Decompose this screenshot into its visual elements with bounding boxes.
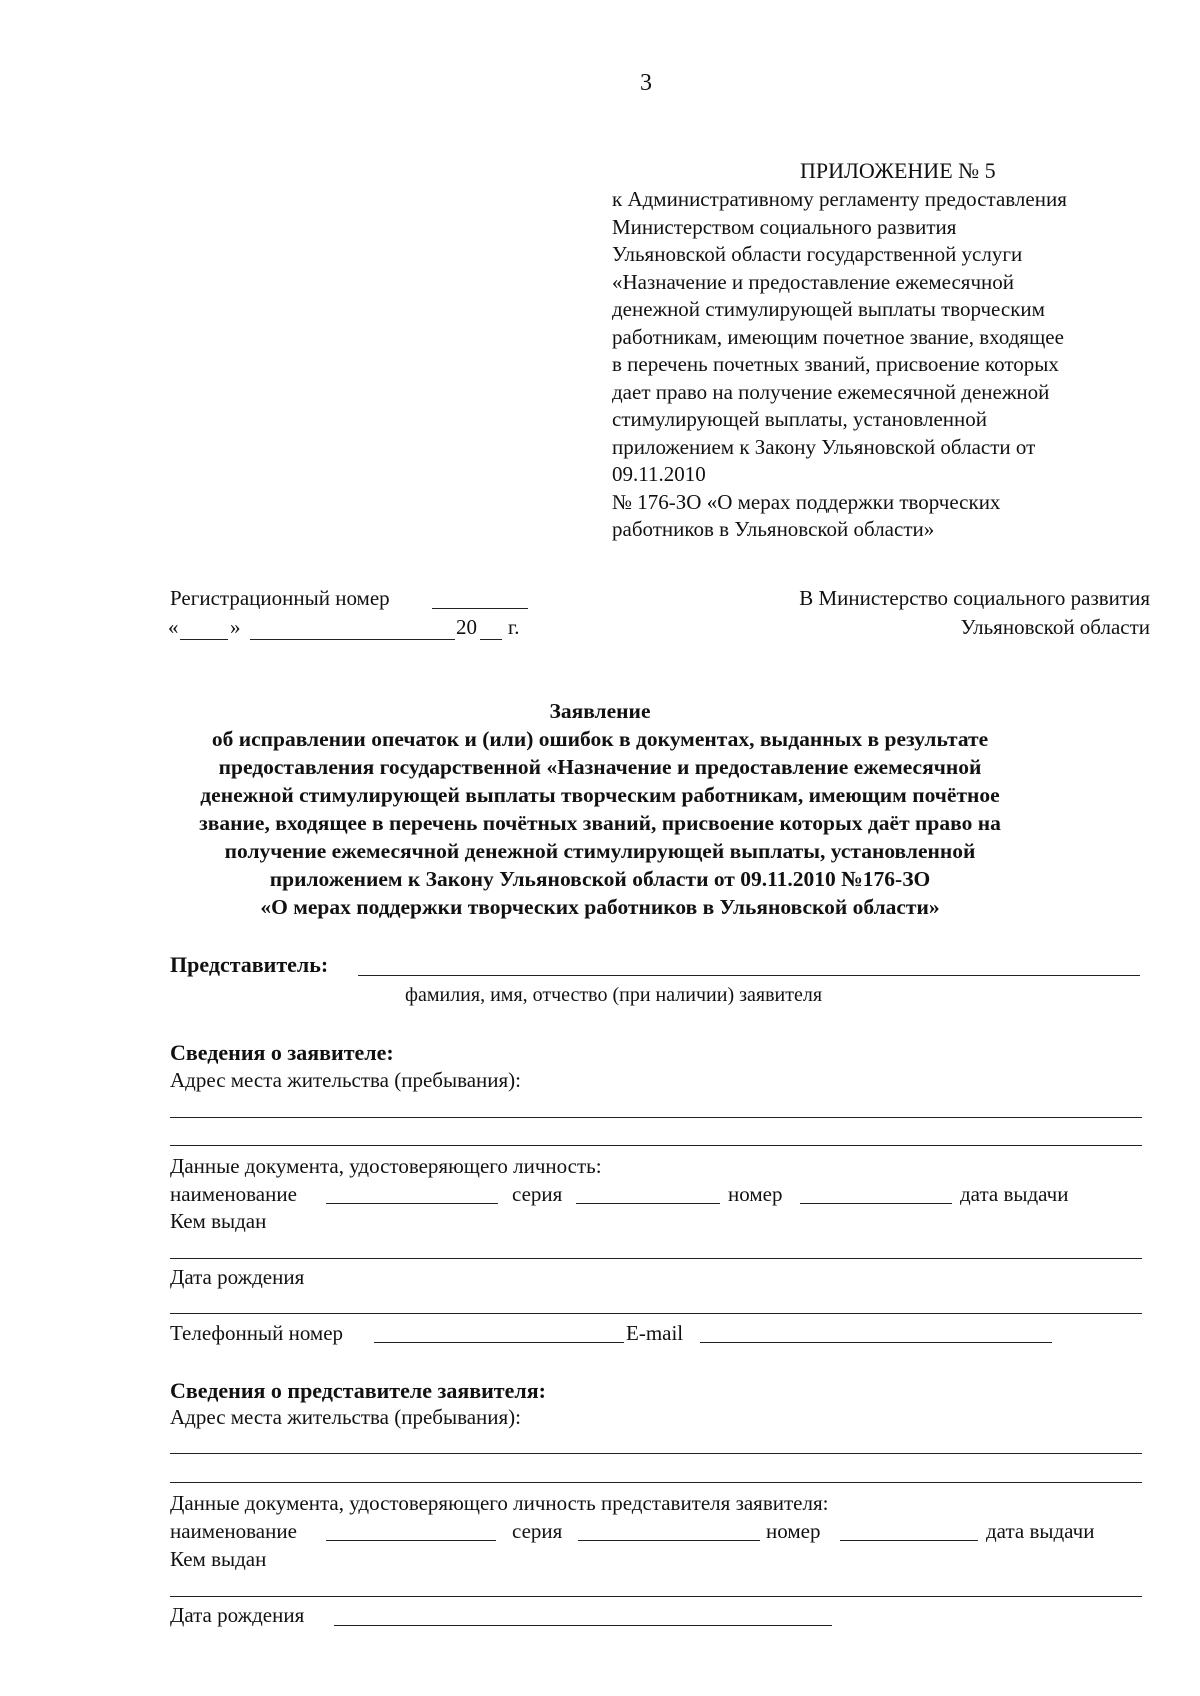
registration-number-label: Регистрационный номер: [170, 586, 390, 610]
heading-line: об исправлении опечаток и (или) ошибок в документах, выданных в результате: [211, 727, 989, 751]
applicant-address-field-2[interactable]: [170, 1145, 1142, 1146]
appendix-line: 09.11.2010: [612, 462, 706, 486]
applicant-phone-field[interactable]: [374, 1342, 624, 1343]
heading-line: денежной стимулирующей выплаты творческим работникам, имеющим почётное: [200, 783, 1000, 807]
appendix-line: стимулирующей выплаты, установленной: [612, 407, 987, 431]
rep-doc-number-field[interactable]: [840, 1540, 978, 1541]
appendix-line: «Назначение и предоставление ежемесячной: [612, 269, 1014, 294]
rep-doc-number-label: номер: [766, 1519, 821, 1543]
applicant-address-label: Адрес места жительства (пребывания):: [170, 1068, 522, 1092]
appendix-line: работников в Ульяновской области»: [612, 517, 935, 541]
rep-doc-name-label: наименование: [170, 1519, 297, 1543]
rep-doc-name-field[interactable]: [326, 1540, 496, 1541]
appendix-line: работникам, имеющим почетное звание, входящее: [612, 324, 1064, 349]
appendix-line: в перечень почетных званий, присвоение которых: [612, 352, 1059, 376]
applicant-email-label: E-mail: [626, 1321, 684, 1345]
heading-line: звание, входящее в перечень почётных званий, присвоение которых даёт право на: [199, 811, 1001, 835]
representative-label: Представитель:: [170, 952, 329, 977]
statement-heading: [0, 697, 1200, 921]
rep-address-field-2[interactable]: [170, 1482, 1142, 1483]
rep-doc-series-field[interactable]: [578, 1540, 760, 1541]
representative-caption: фамилия, имя, отчество (при наличии) заявителя: [405, 984, 823, 1006]
rep-birth-date-field[interactable]: [334, 1625, 832, 1626]
appendix-line: дает право на получение ежемесячной денежной: [612, 379, 1050, 404]
applicant-doc-series-label: серия: [512, 1182, 563, 1206]
rep-address-field-1[interactable]: [170, 1453, 1142, 1454]
heading-line: «О мерах поддержки творческих работников в Ульяновской области»: [260, 895, 940, 919]
page-number: 3: [640, 70, 652, 96]
applicant-birth-date-field[interactable]: [170, 1313, 1142, 1314]
applicant-address-field-1[interactable]: [170, 1117, 1142, 1118]
rep-address-label: Адрес места жительства (пребывания):: [170, 1405, 522, 1429]
appendix-line: приложением к Закону Ульяновской области от: [612, 434, 1036, 459]
date-close-quote: »: [230, 615, 241, 639]
addressee-line-2: Ульяновской области: [960, 615, 1150, 639]
date-year-suffix: г.: [508, 615, 520, 639]
heading-line: приложением к Закону Ульяновской области от 09.11.2010 №176-ЗО: [269, 867, 931, 891]
applicant-id-doc-label: Данные документа, удостоверяющего личность:: [170, 1154, 602, 1178]
applicant-doc-name-field[interactable]: [326, 1203, 498, 1204]
date-month-field[interactable]: [250, 639, 455, 640]
appendix-line: к Административному регламенту предоставления: [612, 187, 1067, 211]
applicant-doc-issue-date-label: дата выдачи: [960, 1182, 1069, 1206]
appendix-line: № 176-ЗО «О мерах поддержки творческих: [612, 489, 1001, 514]
date-year-field[interactable]: [480, 639, 502, 640]
rep-issued-by-label: Кем выдан: [170, 1547, 267, 1571]
rep-issued-by-field[interactable]: [170, 1596, 1142, 1597]
heading-line: получение ежемесячной денежной стимулирующей выплаты, установленной: [224, 839, 976, 863]
rep-birth-date-label: Дата рождения: [170, 1603, 305, 1627]
rep-section-title: Сведения о представителе заявителя:: [170, 1378, 546, 1403]
representative-field[interactable]: [358, 975, 1140, 976]
addressee-line-1: В Министерство социального развития: [799, 586, 1150, 610]
appendix-title: ПРИЛОЖЕНИЕ № 5: [800, 158, 996, 183]
appendix-line: Ульяновской области государственной услуги: [612, 242, 1023, 266]
applicant-email-field[interactable]: [700, 1342, 1052, 1343]
applicant-issued-by-field[interactable]: [170, 1258, 1142, 1259]
applicant-doc-name-label: наименование: [170, 1182, 297, 1206]
rep-doc-series-label: серия: [512, 1519, 563, 1543]
applicant-doc-series-field[interactable]: [576, 1203, 720, 1204]
date-open-quote: «: [168, 615, 179, 639]
applicant-doc-number-field[interactable]: [800, 1203, 952, 1204]
appendix-line: Министерством социального развития: [612, 214, 957, 239]
statement-title: Заявление: [549, 699, 651, 723]
appendix-line: денежной стимулирующей выплаты творческим: [612, 297, 1045, 321]
applicant-phone-label: Телефонный номер: [170, 1321, 344, 1345]
applicant-issued-by-label: Кем выдан: [170, 1209, 267, 1233]
date-year-prefix: 20: [456, 615, 477, 639]
date-day-field[interactable]: [180, 639, 228, 640]
applicant-doc-number-label: номер: [728, 1182, 783, 1206]
rep-doc-issue-date-label: дата выдачи: [986, 1519, 1095, 1543]
applicant-birth-date-label: Дата рождения: [170, 1265, 305, 1289]
heading-line: предоставления государственной «Назначение и предоставление ежемесячной: [218, 755, 982, 779]
applicant-section-title: Сведения о заявителе:: [170, 1040, 394, 1065]
registration-number-field[interactable]: [432, 608, 528, 609]
appendix-text: [612, 186, 1152, 544]
rep-id-doc-label: Данные документа, удостоверяющего личность представителя заявителя:: [170, 1491, 829, 1515]
